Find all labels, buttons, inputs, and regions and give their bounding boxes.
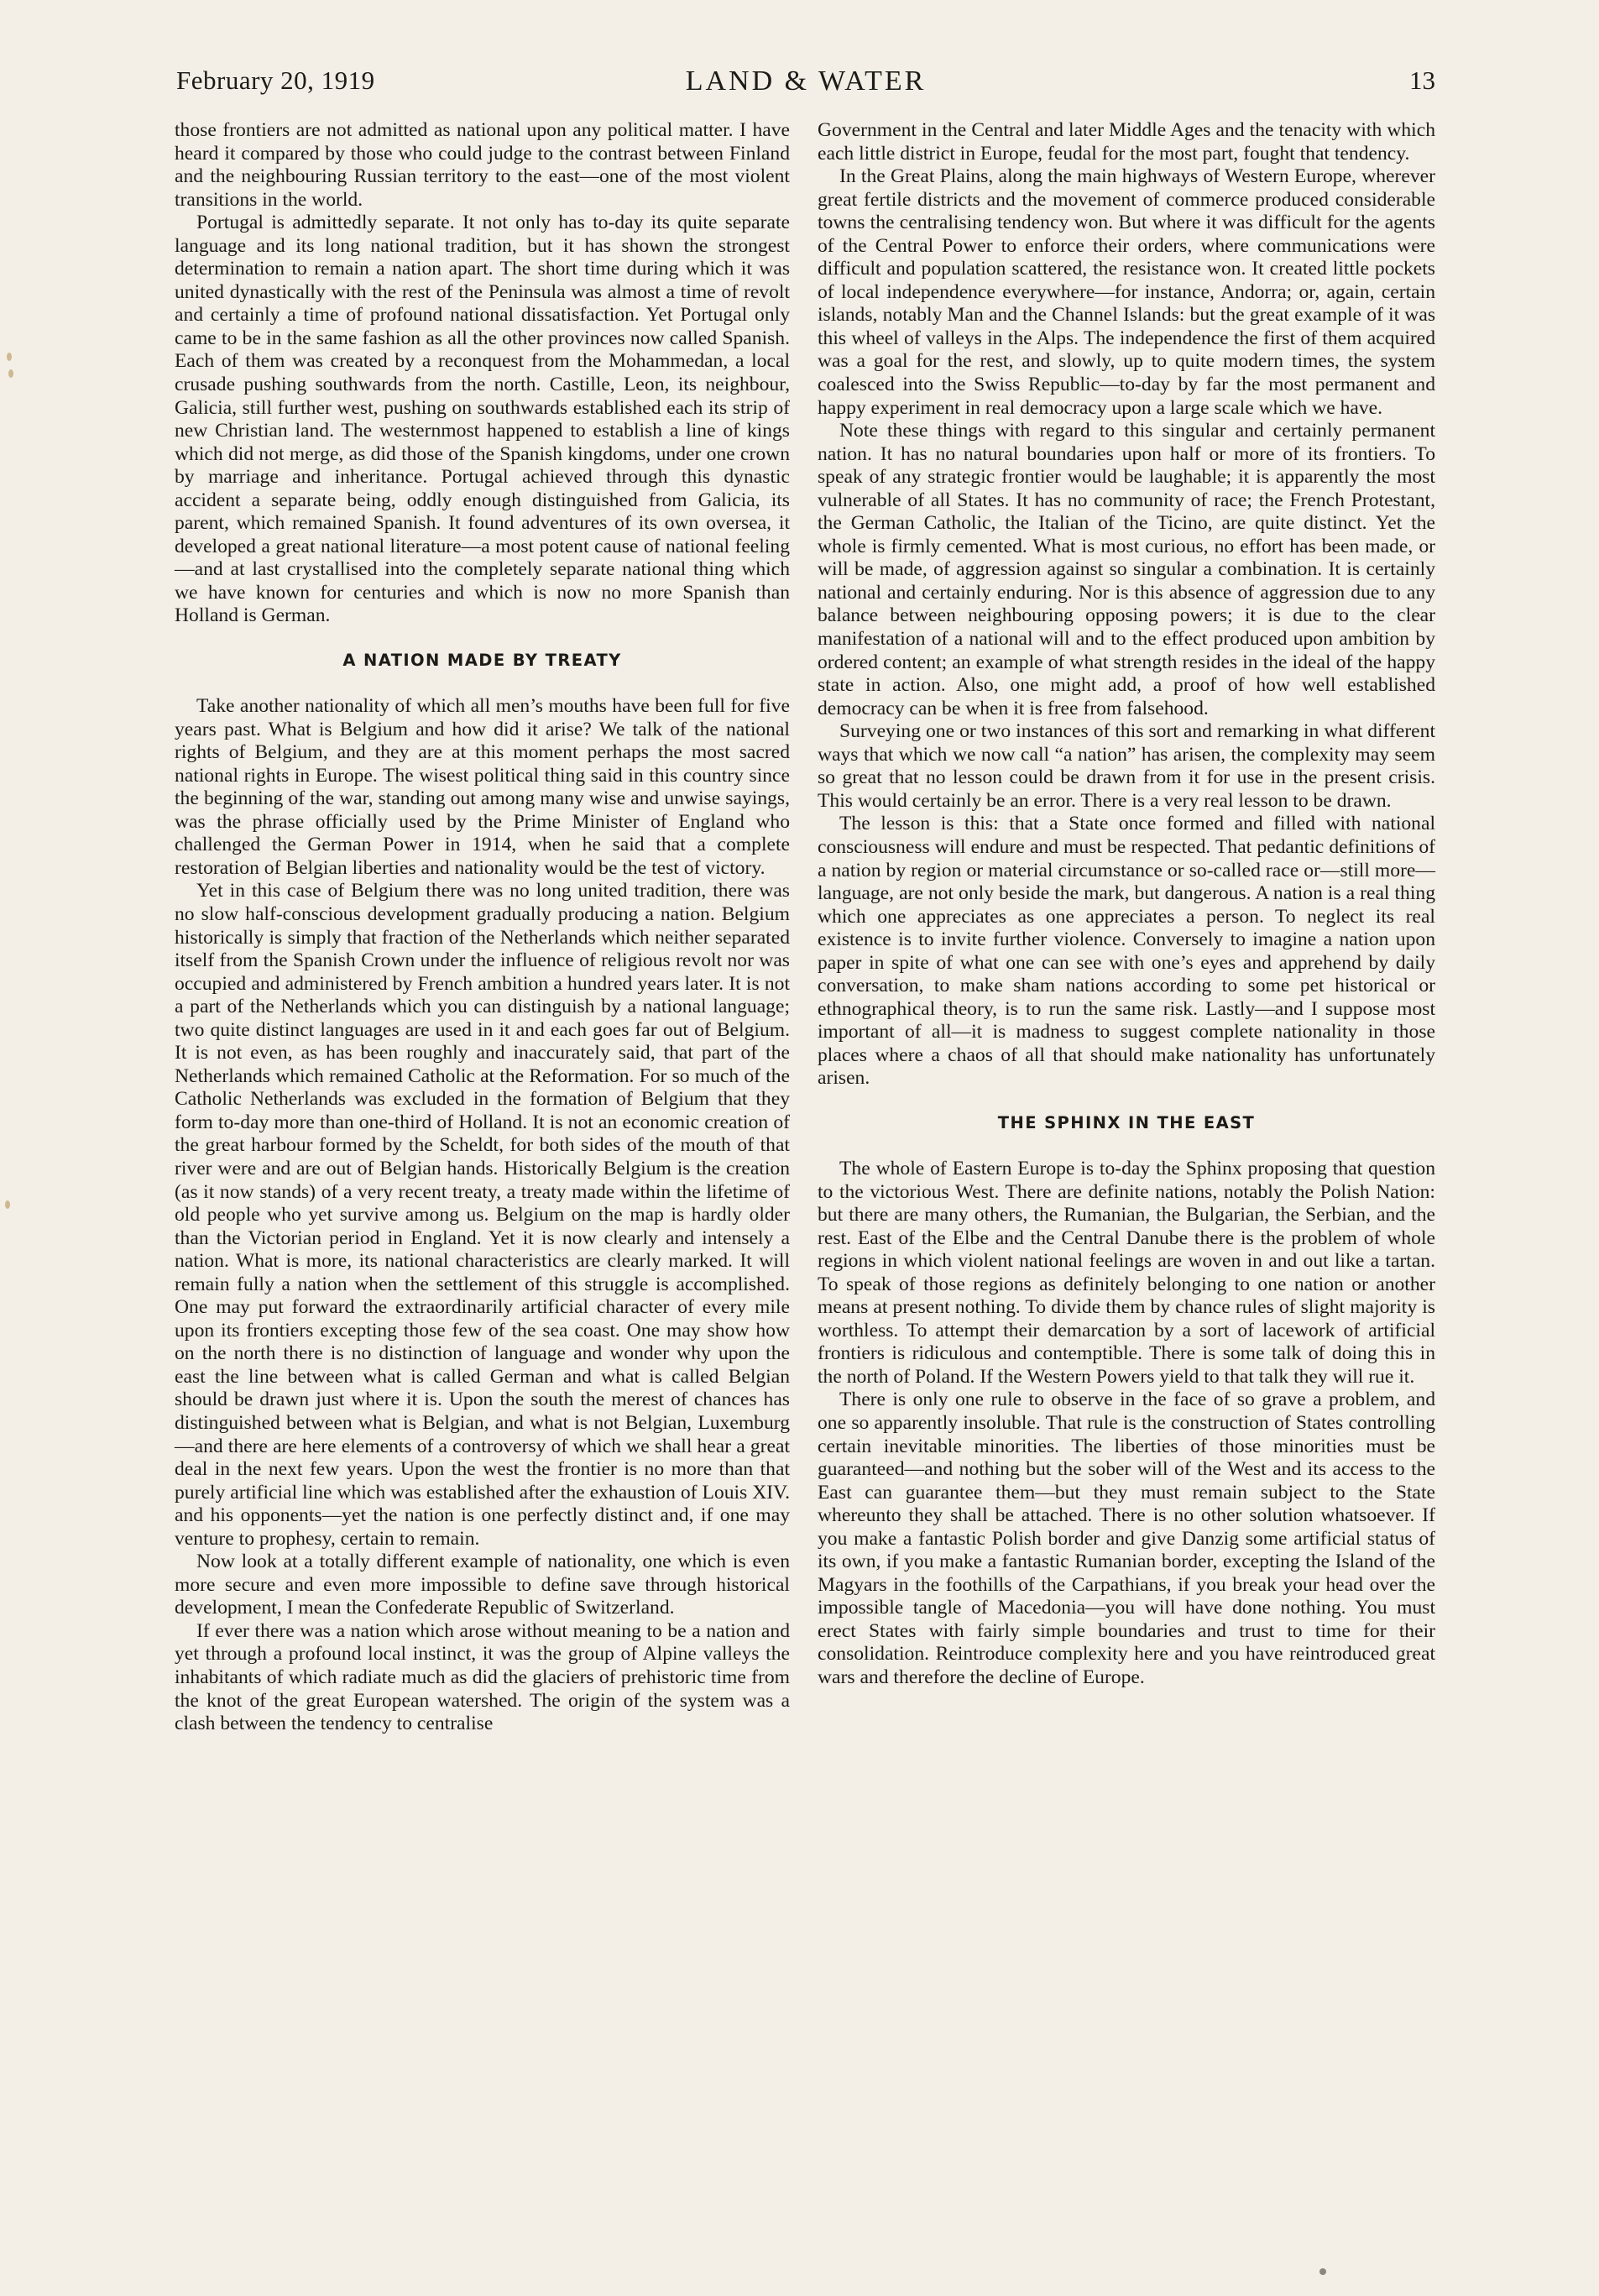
paragraph: There is only one rule to observe in the face of so grave a problem, and one so apparently insoluble. That rule is the construction of States controlling certain inevitable minorities. The liberties of those minorities must be guaranteed—and nothing but the sober will of the West and its access to the East can guarantee them—but they must remain subject to the State whereunto they shall be attached. There is no other solution whatsoever. If you make a fantastic Polish border and give Danzig some artificial status of its own, if you make a fantastic Rumanian border, excepting the Island of the Magyars in the foothills of the Carpathians, if you break your head over the impossible tangle of Macedonia—you will have done nothing. You must erect States with fairly simple boundaries and trust to time for their consolidation. Reintroduce complexity here and you have reintroduced great wars and therefore the decline of Europe. xyxy=(818,1389,1435,1688)
paragraph: The whole of Eastern Europe is to-day the Sphinx proposing that question to the victorious West. There are definite nations, notably the Polish Nation: but there are many others, the Rumanian, the Bulgarian, the Serbian, and the rest. East of the Elbe and the Central Danube there is the problem of whole regions in which violent national feelings are woven in and out like a tartan. To speak of those regions as definitely belonging to one nation or another means at present nothing. To divide them by chance rules of slight majority is worthless. To attempt their demarcation by a sort of lacework of artificial frontiers is ridiculous and contemptible. There is some talk of doing this in the north of Poland. If the Western Powers yield to that talk they will rue it. xyxy=(818,1157,1435,1388)
paper-stain xyxy=(7,353,12,361)
paragraph: If ever there was a nation which arose without meaning to be a nation and yet through a profound local instinct, it was the group of Alpine valleys the inhabitants of which radiate much as did the glaciers of prehistoric time from the knot of the great European watershed. The origin of the system was a clash between the tendency to centralise xyxy=(175,1619,790,1735)
page-number: 13 xyxy=(1409,65,1435,95)
section-heading: THE SPHINX IN THE EAST xyxy=(997,1112,1256,1132)
right-column xyxy=(818,119,1435,2184)
paragraph: Now look at a totally different example of nationality, one which is even more secure and even more impossible to define save through historical development, I mean the Confederate Republic of Switzerland. xyxy=(175,1551,790,1619)
paragraph: In the Great Plains, along the main highways of Western Europe, wherever great fertile districts and the movement of commerce produced considerable towns the centralising tendency won. But where it was difficult for the agents of the Central Power to enforce their orders, where communications were difficult and population scattered, the resistance won. It created little pockets of local independence everywhere—for instance, Andorra; or, again, certain islands, notably Man and the Channel Islands: but the great example of it was this wheel of valleys in the Alps. The independence the first of them acquired was a goal for the rest, and slowly, up to quite modern times, the system coalesced into the Swiss Republic—to-day by far the most permanent and happy experiment in real democracy upon a large scale which we have. xyxy=(818,165,1435,419)
paper-stain xyxy=(1319,2268,1326,2275)
paragraph: Portugal is admittedly separate. It not only has to-day its quite separate language and its long national tradition, but it has shown the strongest determination to remain a nation apart. The short time during which it was united dynastically with the rest of the Peninsula was almost a time of revolt and certainly a time of profound national dissatisfaction. Yet Portugal only came to be in the same fashion as all the other provinces now called Spanish. Each of them was created by a reconquest from the Mohammedan, a local crusade pushing southwards from the north. Castille, Leon, its neighbour, Galicia, still further west, pushing on southwards established each its strip of new Christian land. The westernmost happened to establish a line of kings which did not merge, as did those of the Spanish kingdoms, under one crown by marriage and inheritance. Portugal achieved through this dynastic accident a separate being, oddly enough distinguished from Galicia, its parent, which remained Spanish. It found adventures of its own oversea, it developed a great national literature—a most potent cause of national feeling—and at last crystallised into the completely separate national thing which we have known for centuries and which is now no more Spanish than Holland is German. xyxy=(175,212,790,627)
section-heading: A NATION MADE BY TREATY xyxy=(342,651,622,671)
paper-stain xyxy=(8,369,13,378)
paragraph: The lesson is this: that a State once formed and filled with national consciousness will endure and must be respected. That pedantic definitions of a nation by region or material circumstance or so-called race or—still more—language, are not only beside the mark, but dangerous. A nation is a real thing which one appreciates as one appreciates a person. To neglect its real existence is to invite further violence. Conversely to imagine a nation upon paper in spite of what one can see with one’s eyes and apprehend by daily conversation, to make sham nations according to some pet historical or ethnographical theory, is to run the same risk. Lastly—and I suppose most important of all—it is madness to suggest complete nationality in those places where a chaos of all that should make nationality has unfortunately arisen. xyxy=(818,813,1435,1090)
paragraph: Government in the Central and later Middle Ages and the tenacity with which each little district in Europe, feudal for the most part, fought that tendency. xyxy=(818,119,1435,165)
issue-date: February 20, 1919 xyxy=(176,65,375,95)
journal-title: LAND & WATER xyxy=(685,65,927,97)
paragraph: Note these things with regard to this singular and certainly permanent nation. It has no natural boundaries upon half or more of its frontiers. To speak of any strategic frontier would be laughable; it is apparently the most vulnerable of all States. It has no community of race; the French Protestant, the German Catholic, the Italian of the Ticino, are quite distinct. Yet the whole is firmly cemented. What is most curious, no effort has been made, or will be made, of aggression against so singular a combination. It is certainly national and certainly enduring. Nor is this absence of aggression due to any balance between neighbouring opposing powers; it is due to the clear manifestation of a national will and to the effect produced upon ambition by ordered content; an example of what strength resides in the ideal of the happy state in action. Also, one might add, a proof of how well established democracy can be when it is free from falsehood. xyxy=(818,420,1435,719)
paragraph: Yet in this case of Belgium there was no long united tradition, there was no slow half-conscious development gradually producing a nation. Belgium historically is simply that fraction of the Netherlands which neither separated itself from the Spanish Crown under the influence of religious revolt nor was occupied and administered by French ambition a hundred years later. It is not a part of the Netherlands which you can distinguish by a national language; two quite distinct languages are used in it and each goes far out of Belgium. It is not even, as has been roughly and inaccurately said, that part of the Netherlands which remained Catholic at the Reformation. For so much of the Catholic Netherlands was excluded in the formation of Belgium that they form to-day more than one-third of Holland. It is not an economic creation of the great harbour formed by the Scheldt, for both sides of the mouth of that river were and are out of Belgian hands. Historically Belgium is the creation (as it now stands) of a very recent treaty, a treaty made within the lifetime of old people who yet survive among us. Belgium on the map is hardly older than the Victorian period in England. Yet it is now clearly and intensely a nation. What is more, its national characteristics are clearly marked. It will remain fully a nation when the settlement of this struggle is accomplished. One may put forward the extraordinarily artificial character of every mile upon its frontiers excepting those few of the sea coast. One may show how on the north there is no distinction of language and wonder why upon the east the line between what is called German and what is called Belgian should be drawn just where it is. Upon the south the merest of chances has distinguished between what is Belgian, and what is not Belgian, Luxemburg—and there are here elements of a controversy of which we shall hear a great deal in the next few years. Upon the west the frontier is no more than that purely artificial line which was established after the exhaustion of Louis XIV. and his opponents—yet the nation is one perfectly distinct and, if one may venture to prophesy, certain to remain. xyxy=(175,880,790,1550)
paragraph: Take another nationality of which all men’s mouths have been full for five years past. What is Belgium and how did it arise? We talk of the national rights of Belgium, and they are at this moment perhaps the most sacred national rights in Europe. The wisest political thing said in this country since the beginning of the war, standing out among many wise and unwise sayings, was the phrase officially used by the Prime Minister of England who challenged the German Power in 1914, when he said that a complete restoration of Belgian liberties and nationality would be the test of victory. xyxy=(175,695,790,879)
paper-stain xyxy=(5,1200,10,1209)
paragraph: those frontiers are not admitted as national upon any political matter. I have heard it compared by those who could judge to the contrast between Finland and the neighbouring Russian territory to the east—one of the most violent transitions in the world. xyxy=(175,119,790,211)
page-header xyxy=(176,65,1435,104)
left-column xyxy=(175,119,790,2184)
paragraph: Surveying one or two instances of this sort and remarking in what different ways that which we now call “a nation” has arisen, the complexity may seem so great that no lesson could be drawn from it for use in the present crisis. This would certainly be an error. There is a very real lesson to be drawn. xyxy=(818,720,1435,812)
